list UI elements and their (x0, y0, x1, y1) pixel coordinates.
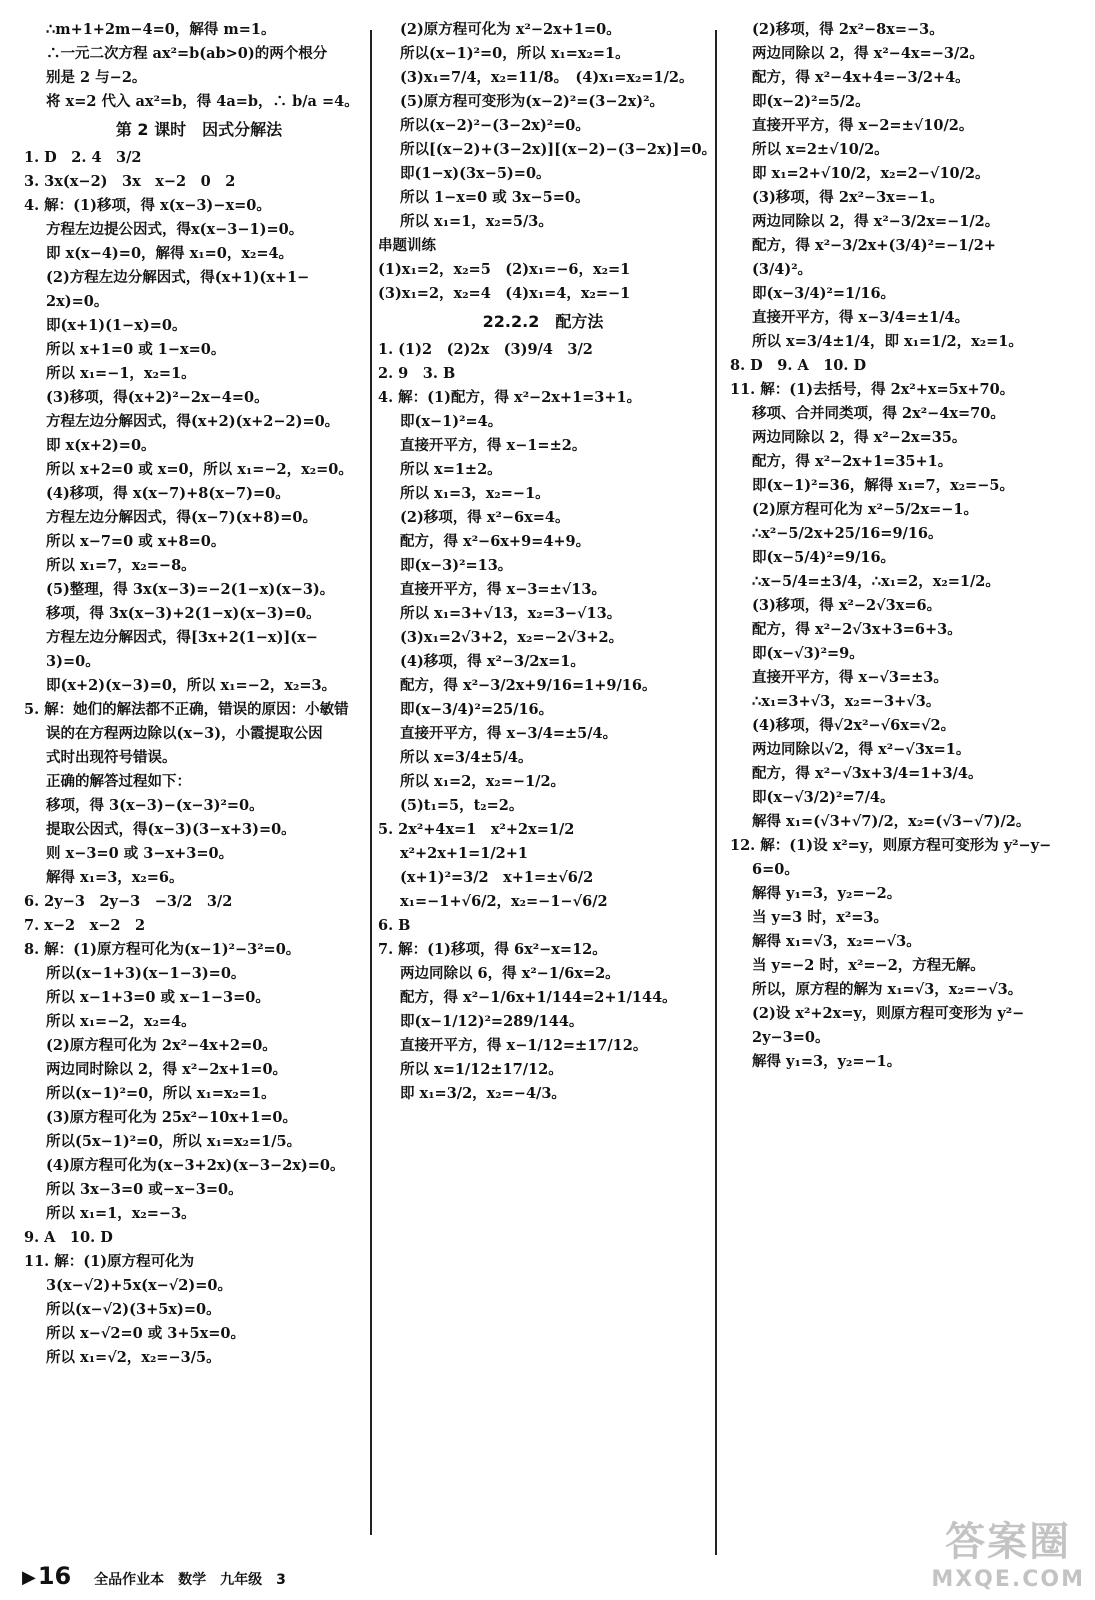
answer-line: 所以(x−1)²=0，所以 x₁=x₂=1。 (46, 1085, 276, 1102)
answer-line: 8. 解：(1)原方程可化为(x−1)²−3²=0。 (24, 941, 301, 958)
answer-line: 直接开平方，得 x−2=±√10/2。 (752, 117, 974, 134)
answer-line: 即(x−3/4)²=25/16。 (400, 701, 554, 718)
answer-line: (5)原方程可变形为(x−2)²=(3−2x)²。 (400, 93, 664, 110)
answer-line: 即(x+2)(x−3)=0，所以 x₁=−2，x₂=3。 (46, 677, 337, 694)
answer-line: 所以(x−2)²−(3−2x)²=0。 (400, 117, 590, 134)
answer-line: 即(x+1)(1−x)=0。 (46, 317, 187, 334)
answer-line: 即(x−√3/2)²=7/4。 (752, 789, 895, 806)
answer-line: 所以 x₁=3，x₂=−1。 (400, 485, 550, 502)
answer-line: (4)原方程可化为(x−3+2x)(x−3−2x)=0。 (46, 1157, 345, 1174)
answer-line: (5)t₁=5，t₂=2。 (400, 797, 524, 814)
answer-line: 串题训练 (378, 238, 436, 254)
answer-line: 提取公因式，得(x−3)(3−x+3)=0。 (46, 821, 296, 838)
answer-line: 解得 x₁=3，x₂=6。 (46, 869, 184, 886)
watermark-top: 答案圈 (945, 1519, 1072, 1565)
answer-line: 所以 x−7=0 或 x+8=0。 (46, 533, 226, 550)
answer-line: 两边同除以 2，得 x²−2x=35。 (752, 429, 967, 446)
answer-line: 配方，得 x²−2√3x+3=6+3。 (752, 621, 962, 638)
answer-line: 所以 x₁=√2，x₂=−3/5。 (46, 1349, 221, 1366)
answer-line: 方程左边分解因式，得[3x+2(1−x)](x− (46, 629, 318, 646)
answer-line: 6. B (378, 917, 411, 934)
answer-line: 配方，得 x²−2x+1=35+1。 (752, 453, 953, 470)
answer-line: 即 x(x−4)=0，解得 x₁=0，x₂=4。 (46, 245, 294, 262)
answer-line: 当 y=−2 时，x²=−2，方程无解。 (752, 957, 985, 974)
answer-line: (4)移项，得 x(x−7)+8(x−7)=0。 (46, 485, 290, 502)
answer-line: 所以(x−√2)(3+5x)=0。 (46, 1301, 221, 1318)
answer-line: (2)原方程可化为 2x²−4x+2=0。 (46, 1037, 277, 1054)
answer-line: 3. 3x(x−2) 3x x−2 0 2 (24, 173, 236, 190)
answer-line: (3)移项，得 2x²−3x=−1。 (752, 189, 944, 206)
answer-line: 即(x−3/4)²=1/16。 (752, 285, 896, 302)
answer-column-left (24, 18, 374, 1370)
answer-line: 所以 x₁=1，x₂=−3。 (46, 1205, 196, 1222)
answer-line: 所以 x−1+3=0 或 x−1−3=0。 (46, 989, 270, 1006)
answer-line: (5)整理，得 3x(x−3)=−2(1−x)(x−3)。 (46, 581, 335, 598)
answer-line: 6. 2y−3 2y−3 −3/2 3/2 (24, 893, 233, 910)
answer-line: 所以 x=3/4±5/4。 (400, 749, 533, 766)
answer-line: 即(x−5/4)²=9/16。 (752, 549, 896, 566)
answer-line: 则 x−3=0 或 3−x+3=0。 (46, 845, 234, 862)
answer-line: 配方，得 x²−√3x+3/4=1+3/4。 (752, 765, 983, 782)
answer-line: (x+1)²=3/2 x+1=±√6/2 (400, 869, 594, 886)
answer-line: 7. 解：(1)移项，得 6x²−x=12。 (378, 941, 607, 958)
answer-line: 2y−3=0。 (752, 1029, 830, 1046)
section-heading: 第 2 课时 因式分解法 (115, 120, 283, 139)
answer-line: 解得 x₁=(√3+√7)/2，x₂=(√3−√7)/2。 (752, 813, 1031, 830)
answer-line: 正确的解答过程如下： (46, 773, 191, 790)
answer-line: 即(x−1/12)²=289/144。 (400, 1013, 584, 1030)
answer-line: 8. D 9. A 10. D (730, 357, 867, 374)
book-title: 全品作业本 数学 九年级 3 (94, 1572, 286, 1588)
answer-line: 所以 x−√2=0 或 3+5x=0。 (46, 1325, 246, 1342)
answer-line: 配方，得 x²−1/6x+1/144=2+1/144。 (400, 989, 677, 1006)
answer-line: (3)原方程可化为 25x²−10x+1=0。 (46, 1109, 297, 1126)
answer-line: 即 x₁=3/2，x₂=−4/3。 (400, 1085, 566, 1102)
section-heading: 22.2.2 配方法 (482, 312, 604, 331)
answer-line: 误的在方程两边除以(x−3)，小霞提取公因 (46, 725, 323, 742)
answer-line: 解得 y₁=3，y₂=−1。 (752, 1053, 902, 1070)
answer-line: (3)移项，得 x²−2√3x=6。 (752, 597, 942, 614)
answer-line: 即(1−x)(3x−5)=0。 (400, 165, 551, 182)
answer-line: x²+2x+1=1/2+1 (400, 845, 528, 862)
answer-line: 7. x−2 x−2 2 (24, 917, 146, 934)
answer-line: 11. 解：(1)去括号，得 2x²+x=5x+70。 (730, 381, 1015, 398)
answer-line: 11. 解：(1)原方程可化为 (24, 1253, 195, 1270)
page-number: ▶16 (22, 1562, 72, 1590)
answer-line: 所以 x₁=−1，x₂=1。 (46, 365, 196, 382)
answer-line: 直接开平方，得 x−1/12=±17/12。 (400, 1037, 648, 1054)
answer-line: 即(x−2)²=5/2。 (752, 93, 870, 110)
answer-line: 移项，得 3x(x−3)+2(1−x)(x−3)=0。 (46, 605, 321, 622)
answer-line: 所以 x=1/12±17/12。 (400, 1061, 563, 1078)
answer-column-middle (378, 18, 717, 1106)
answer-line: (3)x₁=2√3+2，x₂=−2√3+2。 (400, 629, 624, 646)
answer-line: 方程左边提公因式，得x(x−3−1)=0。 (46, 221, 304, 238)
answer-line: 即 x(x+2)=0。 (46, 437, 156, 454)
column-divider-right (715, 30, 717, 1555)
answer-line: 2. 9 3. B (378, 365, 456, 382)
answer-line: 即(x−1)²=4。 (400, 413, 503, 430)
answer-line: (1)x₁=2，x₂=5 (2)x₁=−6，x₂=1 (378, 261, 631, 278)
answer-line: 配方，得 x²−6x+9=4+9。 (400, 533, 591, 550)
answer-line: 所以 x=2±√10/2。 (752, 141, 889, 158)
answer-line: 9. A 10. D (24, 1229, 113, 1246)
answer-line: (3)移项，得(x+2)²−2x−4=0。 (46, 389, 269, 406)
answer-line: 当 y=3 时，x²=3。 (752, 909, 888, 926)
answer-line: 解得 x₁=√3，x₂=−√3。 (752, 933, 921, 950)
answer-line: 4. 解：(1)移项，得 x(x−3)−x=0。 (24, 197, 271, 214)
answer-line: ∴x²−5/2x+25/16=9/16。 (752, 525, 943, 542)
answer-line: ∴一元二次方程 ax²=b(ab>0)的两个根分 (46, 45, 328, 62)
answer-line: 方程左边分解因式，得(x−7)(x+8)=0。 (46, 509, 317, 526)
watermark (931, 1510, 1085, 1592)
answer-line: 即(x−√3)²=9。 (752, 645, 864, 662)
answer-line: (2)原方程可化为 x²−2x+1=0。 (400, 21, 621, 38)
answer-line: (2)原方程可化为 x²−5/2x=−1。 (752, 501, 979, 518)
answer-line: 配方，得 x²−3/2x+(3/4)²=−1/2+ (752, 237, 996, 254)
answer-line: (3)x₁=2，x₂=4 (4)x₁=4，x₂=−1 (378, 285, 631, 302)
watermark-bottom: MXQE.COM (931, 1567, 1085, 1592)
answer-line: 所以 x₁=7，x₂=−8。 (46, 557, 196, 574)
answer-line: (3)x₁=7/4，x₂=11/8。 (4)x₁=x₂=1/2。 (400, 69, 694, 86)
answer-line: 3(x−√2)+5x(x−√2)=0。 (46, 1277, 232, 1294)
answer-line: 直接开平方，得 x−√3=±3。 (752, 669, 948, 686)
answer-line: 1. D 2. 4 3/2 (24, 149, 142, 166)
answer-line: 6=0。 (752, 861, 799, 878)
answer-column-right (730, 18, 1082, 1074)
answer-line: 配方，得 x²−3/2x+9/16=1+9/16。 (400, 677, 657, 694)
answer-line: (4)移项，得√2x²−√6x=√2。 (752, 717, 956, 734)
answer-line: 所以[(x−2)+(3−2x)][(x−2)−(3−2x)]=0。 (400, 141, 717, 158)
answer-line: 所以 x₁=−2，x₂=4。 (46, 1013, 196, 1030)
answer-line: 所以，原方程的解为 x₁=√3，x₂=−√3。 (752, 981, 1023, 998)
answer-line: 3)=0。 (46, 653, 100, 670)
answer-line: x₁=−1+√6/2，x₂=−1−√6/2 (400, 893, 608, 910)
answer-line: 解得 y₁=3，y₂=−2。 (752, 885, 902, 902)
answer-line: ∴m+1+2m−4=0，解得 m=1。 (46, 21, 276, 38)
answer-line: 1. (1)2 (2)2x (3)9/4 3/2 (378, 341, 593, 358)
answer-line: 直接开平方，得 x−3=±√13。 (400, 581, 606, 598)
answer-line: 4. 解：(1)配方，得 x²−2x+1=3+1。 (378, 389, 642, 406)
answer-line: (2)方程左边分解因式，得(x+1)(x+1− (46, 269, 310, 286)
answer-line: 所以(x−1+3)(x−1−3)=0。 (46, 965, 246, 982)
answer-line: (2)移项，得 2x²−8x=−3。 (752, 21, 944, 38)
answer-line: 直接开平方，得 x−3/4=±5/4。 (400, 725, 618, 742)
answer-line: 两边同除以 6，得 x²−1/6x=2。 (400, 965, 620, 982)
answer-line: 所以 x₁=3+√13，x₂=3−√13。 (400, 605, 622, 622)
answer-line: 即 x₁=2+√10/2，x₂=2−√10/2。 (752, 165, 990, 182)
answer-line: 即(x−1)²=36，解得 x₁=7，x₂=−5。 (752, 477, 1014, 494)
answer-line: (4)移项，得 x²−3/2x=1。 (400, 653, 585, 670)
answer-line: (2)设 x²+2x=y，则原方程可变形为 y²− (752, 1005, 1025, 1022)
answer-line: 所以(5x−1)²=0，所以 x₁=x₂=1/5。 (46, 1133, 302, 1150)
answer-line: (3/4)²。 (752, 261, 813, 278)
answer-line: 两边同时除以 2，得 x²−2x+1=0。 (46, 1061, 288, 1078)
answer-line: 两边同除以 2，得 x²−3/2x=−1/2。 (752, 213, 1000, 230)
answer-line: 配方，得 x²−4x+4=−3/2+4。 (752, 69, 970, 86)
answer-line: 所以(x−1)²=0，所以 x₁=x₂=1。 (400, 45, 630, 62)
answer-line: 2x)=0。 (46, 293, 109, 310)
answer-line: 移项，得 3(x−3)−(x−3)²=0。 (46, 797, 264, 814)
answer-line: 12. 解：(1)设 x²=y，则原方程可变形为 y²−y− (730, 837, 1052, 854)
answer-line: 所以 x₁=2，x₂=−1/2。 (400, 773, 566, 790)
answer-line: 直接开平方，得 x−1=±2。 (400, 437, 587, 454)
answer-line: 所以 1−x=0 或 3x−5=0。 (400, 189, 590, 206)
answer-line: 5. 2x²+4x=1 x²+2x=1/2 (378, 821, 575, 838)
answer-line: 所以 x₁=1，x₂=5/3。 (400, 213, 553, 230)
answer-line: 式时出现符号错误。 (46, 749, 177, 766)
page-footer (22, 1562, 286, 1590)
answer-line: 方程左边分解因式，得(x+2)(x+2−2)=0。 (46, 413, 340, 430)
answer-line: 所以 3x−3=0 或−x−3=0。 (46, 1181, 243, 1198)
answer-line: 直接开平方，得 x−3/4=±1/4。 (752, 309, 970, 326)
answer-line: 所以 x+2=0 或 x=0，所以 x₁=−2，x₂=0。 (46, 461, 353, 478)
answer-line: 所以 x=1±2。 (400, 461, 502, 478)
answer-line: (2)移项，得 x²−6x=4。 (400, 509, 570, 526)
answer-line: 5. 解：她们的解法都不正确，错误的原因：小敏错 (24, 701, 349, 718)
answer-line: 将 x=2 代入 ax²=b，得 4a=b，∴ b/a =4。 (46, 93, 359, 110)
answer-line: 两边同除以 2，得 x²−4x=−3/2。 (752, 45, 984, 62)
answer-line: 别是 2 与−2。 (46, 69, 147, 86)
answer-line: 所以 x=3/4±1/4，即 x₁=1/2，x₂=1。 (752, 333, 1023, 350)
answer-line: ∴x₁=3+√3，x₂=−3+√3。 (752, 693, 941, 710)
page-arrow-icon: ▶ (22, 1566, 36, 1588)
answer-line: ∴x−5/4=±3/4，∴x₁=2，x₂=1/2。 (752, 573, 1000, 590)
answer-line: 移项、合并同类项，得 2x²−4x=70。 (752, 405, 1005, 422)
column-divider-left (370, 30, 372, 1535)
answer-line: 即(x−3)²=13。 (400, 557, 513, 574)
answer-line: 两边同除以√2，得 x²−√3x=1。 (752, 741, 971, 758)
answer-line: 所以 x+1=0 或 1−x=0。 (46, 341, 226, 358)
